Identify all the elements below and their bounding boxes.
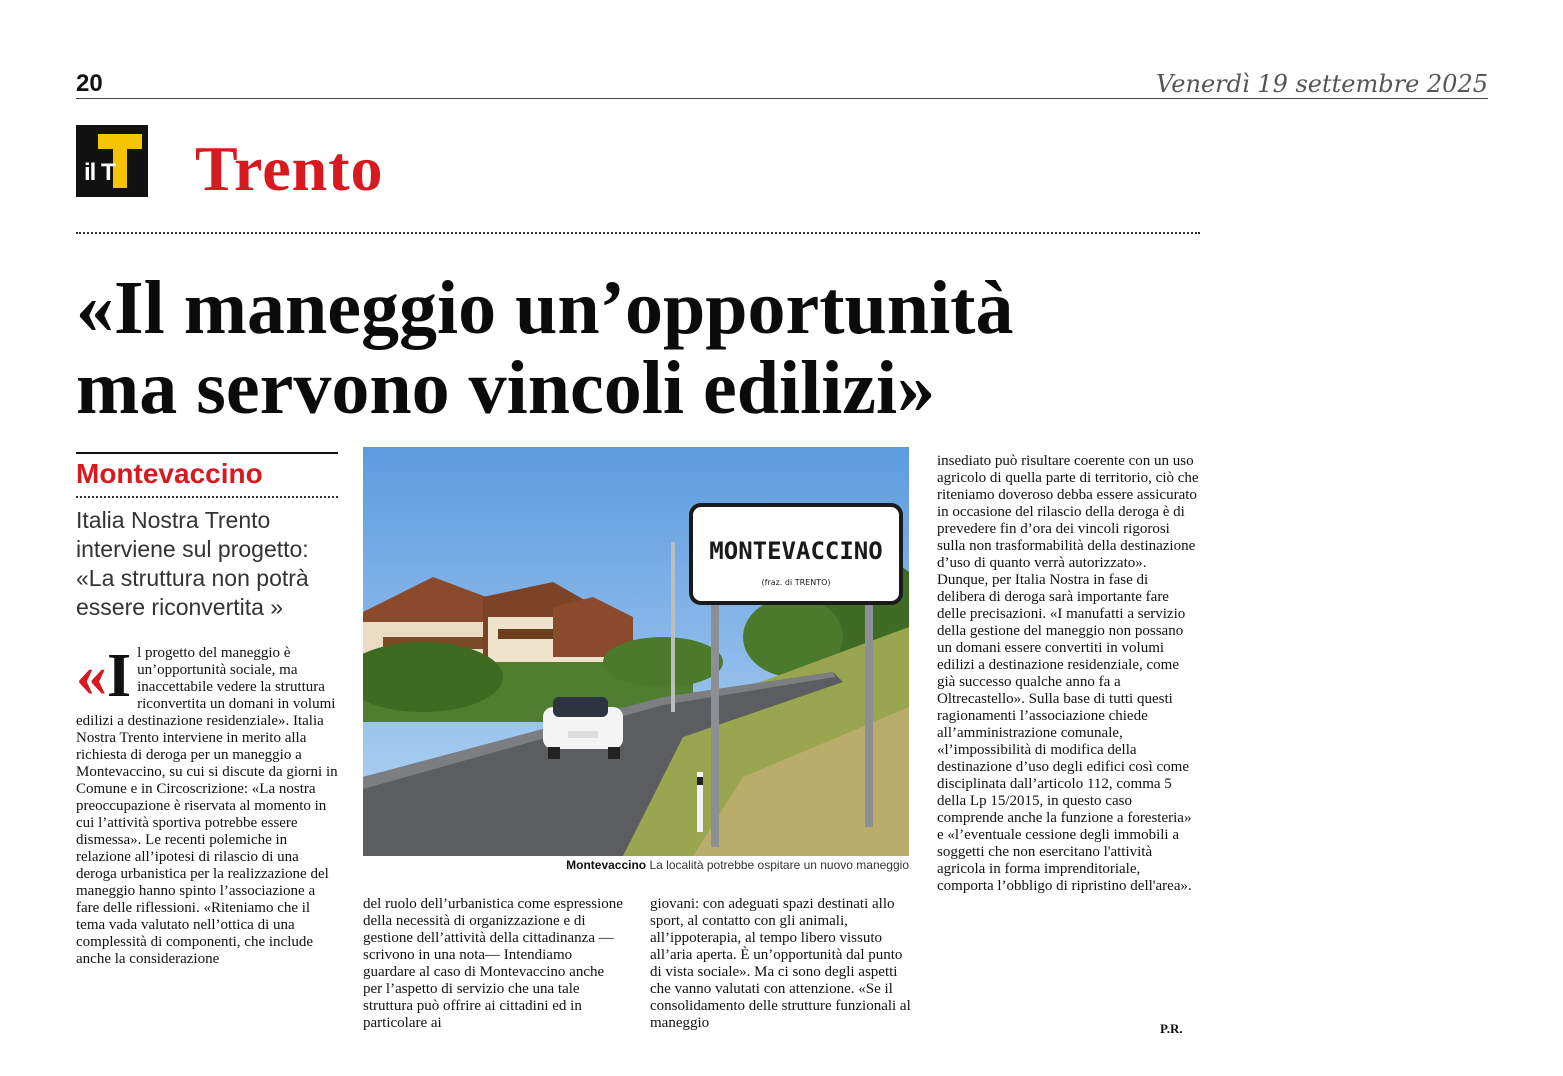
publication-date: Venerdì 19 settembre 2025 <box>1156 70 1488 98</box>
kicker-divider <box>76 496 338 498</box>
caption-text: La località potrebbe ospitare un nuovo maneggio <box>646 858 909 872</box>
drop-cap <box>76 642 132 710</box>
page-number: 20 <box>76 70 103 97</box>
caption-label: Montevaccino <box>566 858 647 872</box>
montevaccino-road-photo <box>363 447 909 856</box>
photo-caption <box>363 858 909 872</box>
sign-sub-text: (fraz. di TRENTO) <box>761 578 831 587</box>
column-1-text: l progetto del maneggio è un’opportunità sociale, ma inaccettabile vedere la struttura riconvertita un domani in volumi edilizi a destinazione residenziale». Italia Nostra Trento interviene in merito alla richiesta di deroga per un maneggio a Montevaccino, su cui si discute da giorni in Comune e in Circoscrizione: «La nostra preoccupazione è riservata al momento in cui l’attività sportiva potrebbe essere dismessa». Le recenti polemiche in relazione all’ipotesi di rilascio di una deroga urbanistica per la realizzazione del maneggio hanno spinto l’associazione a fare delle riflessioni. «Riteniamo che il tema vada valutato nell’ottica di una complessità di componenti, che include anche la considerazione <box>76 645 338 967</box>
logo-t-stem <box>113 134 127 188</box>
section-title: Trento <box>195 133 384 204</box>
headline-line-2: ma servono vincoli edilizi» <box>76 346 936 430</box>
logo-text: il T <box>84 159 115 186</box>
article-column-4: insediato può risultare coerente con un uso agricolo di quella parte di territorio, ciò che riteniamo doveroso debba essere assicurato in occasione del rilascio della deroga è di prevedere fin d’ora dei vincoli rigorosi sulla non trasformabilità della destinazione d’uso di quanto verrà autorizzato». Dunque, per Italia Nostra in fase di delibera di deroga sarà importante fare delle precisazioni. «I manufatti a servizio della gestione del maneggio non possano un domani essere convertiti in volumi edilizi a destinazione residenziale, come già successo qualche anno fa a Oltrecastello». Sulla base di tutti questi ragionamenti l’associazione chiede all’amministrazione comunale, «l’impossibilità di modifica della destinazione d’uso degli edifici così come disciplinata dall’articolo 112, comma 5 della Lp 15/2015, in questo caso comprende anche la funzione a foresteria» e «l’eventuale cessione degli immobili a soggetti che non esercitano l'attività agricola in forma imprenditoriale, comporta l’obbligo di ripristino dell'area». <box>937 453 1199 894</box>
article-column-1 <box>76 642 338 968</box>
kicker: Montevaccino <box>76 458 263 489</box>
drop-cap-quote: « <box>76 642 107 710</box>
kicker-rule <box>76 452 338 454</box>
headline-line-1: «Il maneggio un’opportunità <box>76 266 1014 350</box>
section-divider <box>76 232 1200 234</box>
article-column-2: del ruolo dell’urbanistica come espressione della necessità di organizzazione e di gestione dell’attività della cittadinanza — scrivono in una nota— Intendiamo guardare al caso di Montevaccino anche per l’aspetto di servizio che una tale struttura può offrire ai cittadini ed in particolare ai <box>363 896 623 1031</box>
top-divider <box>76 98 1488 99</box>
author-signature: P.R. <box>1160 1021 1183 1036</box>
subheadline: Italia Nostra Trento interviene sul progetto: «La struttura non potrà essere riconvertita » <box>76 507 309 620</box>
article-column-3: giovani: con adeguati spazi destinati allo sport, al contatto con gli animali, all’ippoterapia, al tempo libero vissuto all’aria aperta. È un’opportunità dal punto di vista sociale». Ma ci sono degli aspetti che vanno valutati con attenzione. «Se il consolidamento delle strutture funzionali al maneggio <box>650 896 911 1031</box>
article-photo <box>363 447 909 856</box>
article-headline <box>76 268 1200 428</box>
newspaper-logo <box>76 125 148 197</box>
drop-cap-letter: I <box>107 642 132 710</box>
sign-main-text: MONTEVACCINO <box>709 537 883 565</box>
